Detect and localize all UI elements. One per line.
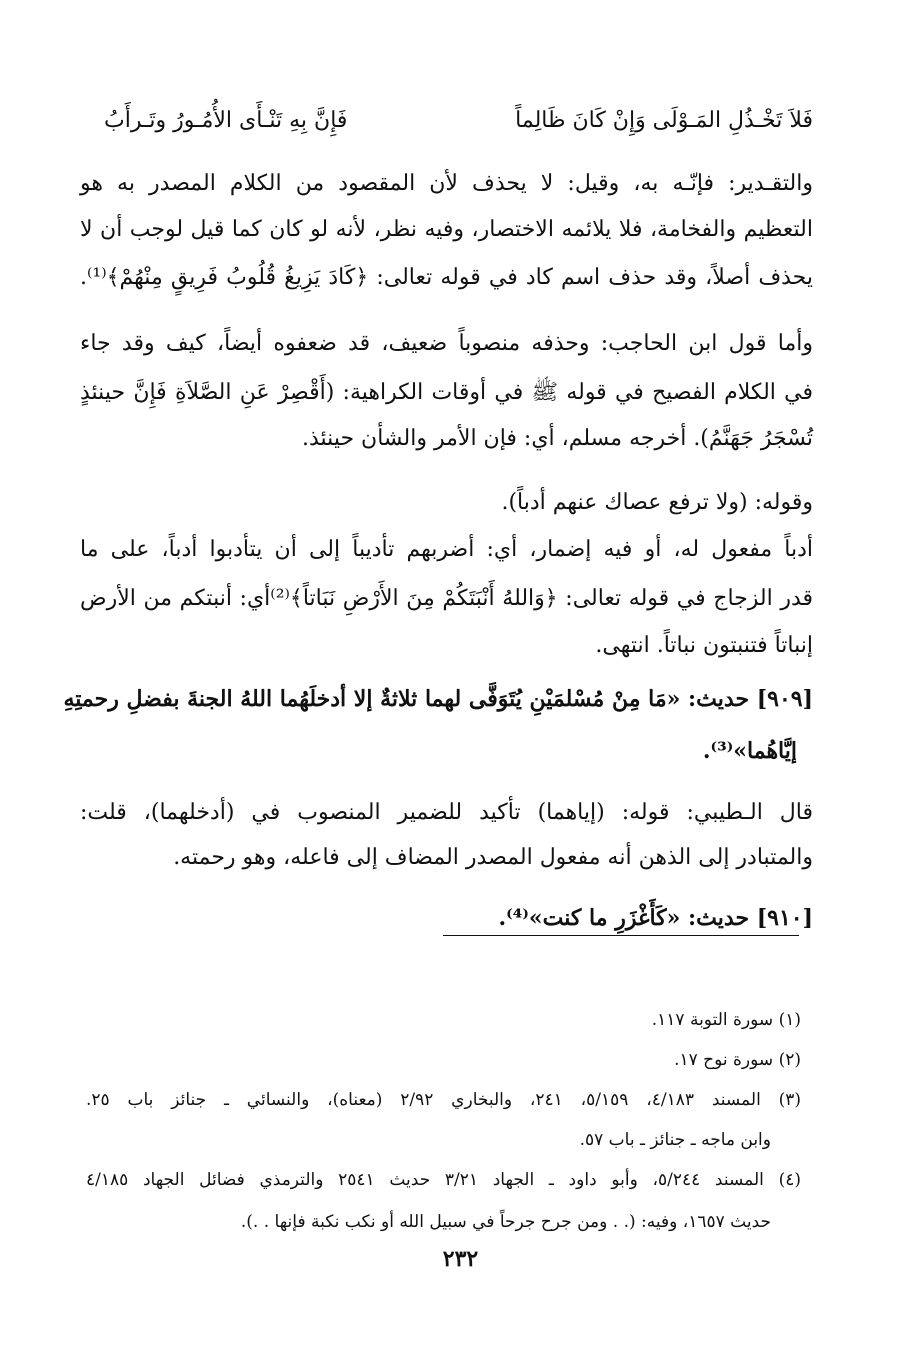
body-line: قدر الزجاج في قوله تعالى: ﴿وَاللهُ أَنْبَتَكُمْ مِنَ الأَرْضِ نَبَاتاً﴾⁽²⁾أي: أنبتكم من الأرض xyxy=(80,586,814,611)
body-line: أدباً مفعول له، أو فيه إضمار، أي: أضربهم تأديباً إلى أن يتأدبوا أدباً، على ما xyxy=(80,537,813,562)
footnote: (٤) المسند ٥/٢٤٤، وأبو داود ـ الجهاد ٣/٢١ حديث ٢٥٤١ والترمذي فضائل الجهاد ٤/١٨٥ xyxy=(86,1170,801,1190)
body-line: والتقـدير: فإنّـه به، وقيل: لا يحذف لأن المقصود من الكلام المصدر به هو xyxy=(80,171,813,196)
body-line: إنباتاً فتنبتون نباتاً. انتهى. xyxy=(595,633,813,658)
verse-second-hemistich: فَإِنَّ بِهِ تَنْـأَى الأُمُـورُ وتَـرأَبُ xyxy=(104,108,348,133)
footnote-continued: حديث ١٦٥٧، وفيه: (. . ومن جرح جرحاً في سبيل الله أو نكب نكبة فإنها . .). xyxy=(240,1212,771,1232)
body-line: يحذف أصلاً، وقد حذف اسم كاد في قوله تعالى: ﴿كَادَ يَزِيغُ قُلُوبُ فَرِيقٍ مِنْهُمْ﴾⁽¹⁾. xyxy=(80,265,813,290)
page-number: ٢٣٢ xyxy=(442,1246,479,1272)
body-line: وأما قول ابن الحاجب: وحذفه منصوباً ضعيف، قد ضعفوه أيضاً، كيف وقد جاء xyxy=(80,331,813,356)
footnote-continued: وابن ماجه ـ جنائز ـ باب ٥٧. xyxy=(579,1130,771,1150)
body-line: في الكلام الفصيح في قوله ﷺ في أوقات الكراهية: (أَقْصِرْ عَنِ الصَّلاَةِ فَإِنَّ حينئذٍ xyxy=(80,380,813,405)
body-line: وقوله: (ولا ترفع عصاك عنهم أدباً). xyxy=(501,490,813,515)
verse-first-hemistich: فَلاَ تَخْـذُلِ المَـوْلَى وَإِنْ كَانَ ظَالِماً xyxy=(515,108,813,133)
footnote: (١) سورة التوبة ١١٧. xyxy=(651,1010,801,1030)
hadith-heading: [٩١٠] حديث: «كَأَغْزَرِ ما كنت»⁽⁴⁾. xyxy=(498,905,813,931)
heading-underline xyxy=(443,935,799,936)
hadith-heading: [٩٠٩] حديث: «مَا مِنْ مُسْلمَيْنِ يُتَوَفَّى لهما ثلاثةٌ إلا أدخلَهُما اللهُ الجنةَ بفضلِ رحمتِهِ xyxy=(63,686,813,712)
body-line: قال الـطيبي: قوله: (إياهما) تأكيد للضمير المنصوب في (أدخلهما)، قلت: xyxy=(80,800,813,825)
hadith-heading-continued: إيَّاهُما»⁽³⁾. xyxy=(702,738,797,764)
body-line: تُسْجَرُ جَهَنَّمُ). أخرجه مسلم، أي: فإن الأمر والشأن حينئذ. xyxy=(302,426,813,451)
footnote: (٣) المسند ٤/١٨٣، ٥/١٥٩، ٢٤١، والبخاري ٢/٩٢ (معناه)، والنسائي ـ جنائز باب ٢٥. xyxy=(86,1090,802,1110)
footnote: (٢) سورة نوح ١٧. xyxy=(674,1050,801,1070)
body-line: والمتبادر إلى الذهن أنه مفعول المصدر المضاف إلى فاعله، وهو رحمته. xyxy=(173,845,813,870)
body-line: التعظيم والفخامة، فلا يلائمه الاختصار، وفيه نظر، لأنه لو كان كما قيل لوجب أن لا xyxy=(80,217,813,242)
